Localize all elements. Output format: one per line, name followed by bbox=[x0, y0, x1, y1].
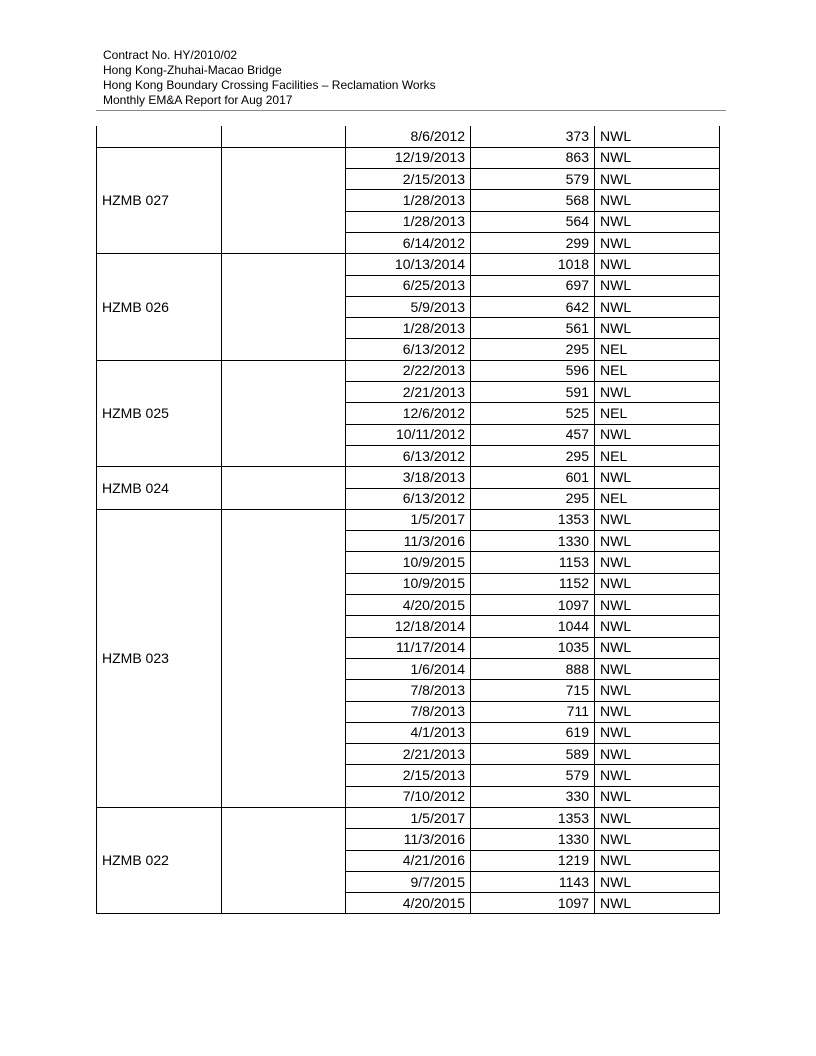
date-cell: 2/21/2013 bbox=[346, 382, 471, 403]
value-cell: 1152 bbox=[471, 573, 595, 594]
value-cell: 888 bbox=[471, 658, 595, 679]
date-cell: 4/20/2015 bbox=[346, 893, 471, 914]
value-cell: 525 bbox=[471, 403, 595, 424]
code-cell: NWL bbox=[595, 573, 720, 594]
date-cell: 10/9/2015 bbox=[346, 573, 471, 594]
value-cell: 579 bbox=[471, 765, 595, 786]
date-cell: 7/10/2012 bbox=[346, 786, 471, 807]
date-cell: 1/28/2013 bbox=[346, 318, 471, 339]
code-cell: NWL bbox=[595, 744, 720, 765]
code-cell: NWL bbox=[595, 424, 720, 445]
date-cell: 1/28/2013 bbox=[346, 190, 471, 211]
monitoring-table bbox=[96, 126, 720, 914]
value-cell: 295 bbox=[471, 339, 595, 360]
station-id-cell: HZMB 024 bbox=[97, 467, 222, 510]
code-cell: NWL bbox=[595, 296, 720, 317]
date-cell: 8/6/2012 bbox=[346, 126, 471, 147]
date-cell: 11/3/2016 bbox=[346, 829, 471, 850]
date-cell: 10/13/2014 bbox=[346, 254, 471, 275]
date-cell: 7/8/2013 bbox=[346, 680, 471, 701]
date-cell: 12/18/2014 bbox=[346, 616, 471, 637]
value-cell: 1035 bbox=[471, 637, 595, 658]
value-cell: 1018 bbox=[471, 254, 595, 275]
value-cell: 1219 bbox=[471, 850, 595, 871]
date-cell: 2/15/2013 bbox=[346, 169, 471, 190]
station-id-cell: HZMB 023 bbox=[97, 509, 222, 807]
value-cell: 299 bbox=[471, 232, 595, 253]
date-cell: 2/21/2013 bbox=[346, 744, 471, 765]
date-cell: 10/11/2012 bbox=[346, 424, 471, 445]
date-cell: 1/5/2017 bbox=[346, 808, 471, 829]
code-cell: NWL bbox=[595, 595, 720, 616]
date-cell: 2/22/2013 bbox=[346, 360, 471, 381]
value-cell: 1097 bbox=[471, 595, 595, 616]
empty-cell bbox=[222, 126, 346, 147]
table-row bbox=[97, 509, 720, 530]
table-row bbox=[97, 126, 720, 147]
value-cell: 295 bbox=[471, 488, 595, 509]
code-cell: NEL bbox=[595, 445, 720, 466]
date-cell: 6/13/2012 bbox=[346, 339, 471, 360]
page-header bbox=[103, 48, 436, 108]
empty-cell bbox=[222, 808, 346, 914]
code-cell: NWL bbox=[595, 552, 720, 573]
code-cell: NWL bbox=[595, 893, 720, 914]
value-cell: 589 bbox=[471, 744, 595, 765]
date-cell: 1/5/2017 bbox=[346, 509, 471, 530]
code-cell: NEL bbox=[595, 360, 720, 381]
code-cell: NWL bbox=[595, 722, 720, 743]
value-cell: 568 bbox=[471, 190, 595, 211]
value-cell: 619 bbox=[471, 722, 595, 743]
value-cell: 373 bbox=[471, 126, 595, 147]
value-cell: 715 bbox=[471, 680, 595, 701]
project-subtitle: Hong Kong Boundary Crossing Facilities – Reclamation Works bbox=[103, 78, 436, 92]
date-cell: 12/6/2012 bbox=[346, 403, 471, 424]
code-cell: NWL bbox=[595, 616, 720, 637]
date-cell: 4/21/2016 bbox=[346, 850, 471, 871]
code-cell: NWL bbox=[595, 765, 720, 786]
value-cell: 457 bbox=[471, 424, 595, 445]
date-cell: 6/25/2013 bbox=[346, 275, 471, 296]
date-cell: 11/17/2014 bbox=[346, 637, 471, 658]
code-cell: NEL bbox=[595, 339, 720, 360]
date-cell: 3/18/2013 bbox=[346, 467, 471, 488]
date-cell: 6/13/2012 bbox=[346, 445, 471, 466]
table-row bbox=[97, 254, 720, 275]
value-cell: 863 bbox=[471, 147, 595, 168]
code-cell: NWL bbox=[595, 232, 720, 253]
code-cell: NWL bbox=[595, 531, 720, 552]
code-cell: NWL bbox=[595, 871, 720, 892]
empty-cell bbox=[222, 509, 346, 807]
value-cell: 1353 bbox=[471, 808, 595, 829]
value-cell: 1044 bbox=[471, 616, 595, 637]
code-cell: NWL bbox=[595, 808, 720, 829]
code-cell: NWL bbox=[595, 275, 720, 296]
value-cell: 596 bbox=[471, 360, 595, 381]
value-cell: 601 bbox=[471, 467, 595, 488]
value-cell: 1353 bbox=[471, 509, 595, 530]
contract-number: Contract No. HY/2010/02 bbox=[103, 48, 238, 62]
value-cell: 1330 bbox=[471, 531, 595, 552]
date-cell: 12/19/2013 bbox=[346, 147, 471, 168]
station-id-cell bbox=[97, 126, 222, 147]
empty-cell bbox=[222, 147, 346, 253]
code-cell: NWL bbox=[595, 126, 720, 147]
date-cell: 4/1/2013 bbox=[346, 722, 471, 743]
code-cell: NWL bbox=[595, 467, 720, 488]
value-cell: 564 bbox=[471, 211, 595, 232]
date-cell: 5/9/2013 bbox=[346, 296, 471, 317]
code-cell: NWL bbox=[595, 701, 720, 722]
station-id-cell: HZMB 025 bbox=[97, 360, 222, 466]
table-row bbox=[97, 467, 720, 488]
code-cell: NWL bbox=[595, 211, 720, 232]
code-cell: NWL bbox=[595, 509, 720, 530]
date-cell: 9/7/2015 bbox=[346, 871, 471, 892]
value-cell: 697 bbox=[471, 275, 595, 296]
date-cell: 11/3/2016 bbox=[346, 531, 471, 552]
table-row bbox=[97, 808, 720, 829]
date-cell: 4/20/2015 bbox=[346, 595, 471, 616]
project-name: Hong Kong-Zhuhai-Macao Bridge bbox=[103, 63, 282, 77]
code-cell: NWL bbox=[595, 658, 720, 679]
date-cell: 1/6/2014 bbox=[346, 658, 471, 679]
value-cell: 642 bbox=[471, 296, 595, 317]
date-cell: 2/15/2013 bbox=[346, 765, 471, 786]
empty-cell bbox=[222, 360, 346, 466]
code-cell: NWL bbox=[595, 680, 720, 701]
value-cell: 1143 bbox=[471, 871, 595, 892]
report-title: Monthly EM&A Report for Aug 2017 bbox=[103, 93, 293, 107]
station-id-cell: HZMB 026 bbox=[97, 254, 222, 360]
value-cell: 330 bbox=[471, 786, 595, 807]
value-cell: 295 bbox=[471, 445, 595, 466]
code-cell: NWL bbox=[595, 382, 720, 403]
value-cell: 1097 bbox=[471, 893, 595, 914]
table-row bbox=[97, 147, 720, 168]
station-id-cell: HZMB 022 bbox=[97, 808, 222, 914]
header-divider bbox=[96, 110, 726, 111]
code-cell: NEL bbox=[595, 403, 720, 424]
code-cell: NWL bbox=[595, 829, 720, 850]
code-cell: NWL bbox=[595, 318, 720, 339]
station-id-cell: HZMB 027 bbox=[97, 147, 222, 253]
date-cell: 6/13/2012 bbox=[346, 488, 471, 509]
date-cell: 6/14/2012 bbox=[346, 232, 471, 253]
value-cell: 1153 bbox=[471, 552, 595, 573]
date-cell: 1/28/2013 bbox=[346, 211, 471, 232]
code-cell: NWL bbox=[595, 169, 720, 190]
empty-cell bbox=[222, 467, 346, 510]
code-cell: NWL bbox=[595, 637, 720, 658]
code-cell: NWL bbox=[595, 254, 720, 275]
empty-cell bbox=[222, 254, 346, 360]
value-cell: 579 bbox=[471, 169, 595, 190]
value-cell: 561 bbox=[471, 318, 595, 339]
table-row bbox=[97, 360, 720, 381]
value-cell: 591 bbox=[471, 382, 595, 403]
code-cell: NEL bbox=[595, 488, 720, 509]
code-cell: NWL bbox=[595, 190, 720, 211]
table-body bbox=[97, 126, 720, 914]
code-cell: NWL bbox=[595, 147, 720, 168]
value-cell: 1330 bbox=[471, 829, 595, 850]
value-cell: 711 bbox=[471, 701, 595, 722]
date-cell: 7/8/2013 bbox=[346, 701, 471, 722]
code-cell: NWL bbox=[595, 850, 720, 871]
code-cell: NWL bbox=[595, 786, 720, 807]
date-cell: 10/9/2015 bbox=[346, 552, 471, 573]
